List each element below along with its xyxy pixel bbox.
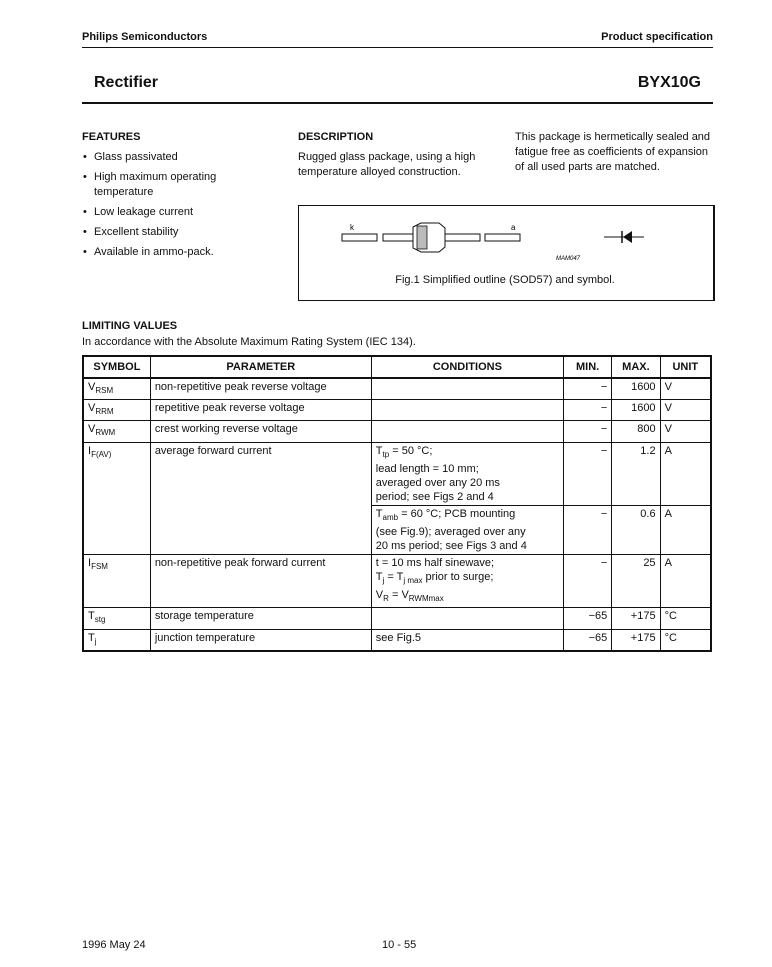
symbol-text: T (88, 610, 95, 623)
min-cell: − (563, 505, 611, 554)
column-header: PARAMETER (150, 356, 371, 378)
parameter-cell: average forward current (150, 442, 371, 554)
max-cell: 25 (612, 554, 660, 607)
symbol-cell (83, 629, 150, 651)
cathode-label: k (350, 223, 354, 232)
conditions-cell: see Fig.5 (371, 629, 563, 651)
symbol-cell (83, 421, 150, 442)
unit-cell: °C (660, 608, 711, 629)
table-header-row (83, 356, 711, 378)
symbol-cell (83, 400, 150, 421)
symbol-text: V (88, 402, 96, 415)
symbol-text: V (88, 381, 96, 393)
condition-subscript: j (382, 576, 385, 586)
feature-item: • Glass passivated (82, 150, 272, 165)
symbol-subscript: j (94, 636, 97, 646)
condition-text: prior to surge; (422, 570, 494, 583)
symbol-text: I (88, 444, 92, 457)
symbol-subscript: RSM (95, 386, 114, 396)
symbol-subscript: F(AV) (91, 449, 112, 459)
condition-text: V (375, 589, 384, 602)
symbol-cell (83, 554, 150, 607)
parameter-cell: storage temperature (150, 608, 371, 629)
condition-text: (see Fig.9); averaged over any (375, 525, 526, 538)
table-row (83, 378, 711, 400)
document-type: Product specification (601, 31, 713, 43)
max-cell: 0.6 (612, 505, 660, 554)
limiting-values-subheading: In accordance with the Absolute Maximum Rating System (IEC 134). (82, 336, 416, 348)
unit-cell: V (660, 421, 711, 442)
features-heading: FEATURES (82, 131, 141, 143)
unit-cell: A (660, 554, 711, 607)
condition-subscript: amb (382, 512, 399, 522)
description-heading: DESCRIPTION (298, 131, 374, 143)
condition-subscript: j max (403, 576, 423, 586)
conditions-cell (371, 400, 563, 421)
min-cell: − (563, 400, 611, 421)
parameter-cell: crest working reverse voltage (150, 421, 371, 442)
max-cell: 1600 (612, 400, 660, 421)
symbol-subscript: RWM (95, 428, 116, 438)
symbol-subscript: FSM (91, 562, 108, 572)
features-section (82, 131, 272, 265)
condition-text: 20 ms period; see Figs 3 and 4 (375, 539, 527, 552)
feature-item: • Low leakage current (82, 205, 272, 220)
table-row (83, 400, 711, 421)
min-cell: − (563, 421, 611, 442)
symbol-cell (83, 608, 150, 629)
figure-box (298, 205, 715, 301)
parameter-cell: repetitive peak reverse voltage (150, 400, 371, 421)
figure-caption: Fig.1 Simplified outline (SOD57) and symbol. (395, 274, 615, 286)
drawing-code: MAM047 (556, 256, 581, 262)
footer-date: 1996 May 24 (82, 939, 146, 951)
condition-text: T (375, 444, 383, 457)
column-header: CONDITIONS (371, 356, 563, 378)
unit-cell: V (660, 378, 711, 400)
symbol-subscript: RRM (95, 407, 114, 417)
min-cell: −65 (563, 608, 611, 629)
title-rule (82, 102, 713, 104)
condition-subscript: RWMmax (408, 594, 444, 604)
conditions-cell (371, 554, 563, 607)
parameter-cell: non-repetitive peak reverse voltage (150, 378, 371, 400)
condition-text: = T (384, 570, 404, 583)
header-rule (82, 47, 713, 48)
limiting-values-heading: LIMITING VALUES (82, 320, 178, 332)
condition-text: lead length = 10 mm; (375, 462, 479, 475)
symbol-subscript: stg (94, 615, 106, 625)
condition-text: = 60 °C; PCB mounting (398, 507, 516, 520)
limiting-values-table (82, 355, 712, 652)
condition-text: T (375, 570, 383, 583)
conditions-cell (371, 442, 563, 505)
symbol-cell (83, 442, 150, 554)
description-section (298, 131, 503, 180)
min-cell: − (563, 442, 611, 505)
condition-text: = 50 °C; (389, 444, 433, 457)
column-header: UNIT (660, 356, 711, 378)
symbol-cell (83, 378, 150, 400)
table-row (83, 554, 711, 607)
table-row (83, 442, 711, 505)
max-cell: 1600 (612, 378, 660, 400)
anode-label: a (511, 223, 516, 232)
package-text: This package is hermetically sealed and fatigue free as coefficients of expansion of all used parts are matched. (515, 131, 711, 173)
max-cell: 1.2 (612, 442, 660, 505)
description-text: Rugged glass package, using a high temperature alloyed construction. (298, 151, 476, 178)
condition-subscript: R (383, 594, 389, 604)
feature-item: • Available in ammo-pack. (82, 245, 272, 260)
max-cell: +175 (612, 608, 660, 629)
column-header: MIN. (563, 356, 611, 378)
conditions-cell (371, 378, 563, 400)
unit-cell: A (660, 505, 711, 554)
condition-subscript: tp (382, 449, 390, 459)
column-header: SYMBOL (83, 356, 150, 378)
table-row (83, 629, 711, 651)
part-number: BYX10G (637, 74, 701, 91)
unit-cell: A (660, 442, 711, 505)
max-cell: 800 (612, 421, 660, 442)
feature-item: • Excellent stability (82, 225, 272, 240)
footer-page-number: 10 - 55 (382, 939, 417, 951)
condition-text: period; see Figs 2 and 4 (375, 490, 494, 503)
condition-text: t = 10 ms half sinewave; (375, 556, 495, 569)
conditions-cell (371, 421, 563, 442)
column-header: MAX. (612, 356, 660, 378)
table-row (83, 421, 711, 442)
feature-item: • High maximum operating temperature (82, 170, 272, 200)
parameter-cell: non-repetitive peak forward current (150, 554, 371, 607)
condition-text: averaged over any 20 ms (375, 476, 500, 489)
parameter-cell: junction temperature (150, 629, 371, 651)
company-name: Philips Semiconductors (82, 31, 208, 43)
symbol-text: I (88, 556, 92, 569)
min-cell: − (563, 378, 611, 400)
condition-text: T (375, 507, 383, 520)
condition-text: = V (388, 589, 409, 602)
conditions-cell (371, 608, 563, 629)
min-cell: −65 (563, 629, 611, 651)
min-cell: − (563, 554, 611, 607)
features-list (82, 150, 272, 260)
symbol-text: T (88, 631, 95, 644)
product-title: Rectifier (94, 74, 159, 91)
max-cell: +175 (612, 629, 660, 651)
symbol-text: V (88, 423, 96, 436)
table-row (83, 608, 711, 629)
conditions-cell (371, 505, 563, 554)
unit-cell: V (660, 400, 711, 421)
unit-cell: °C (660, 629, 711, 651)
